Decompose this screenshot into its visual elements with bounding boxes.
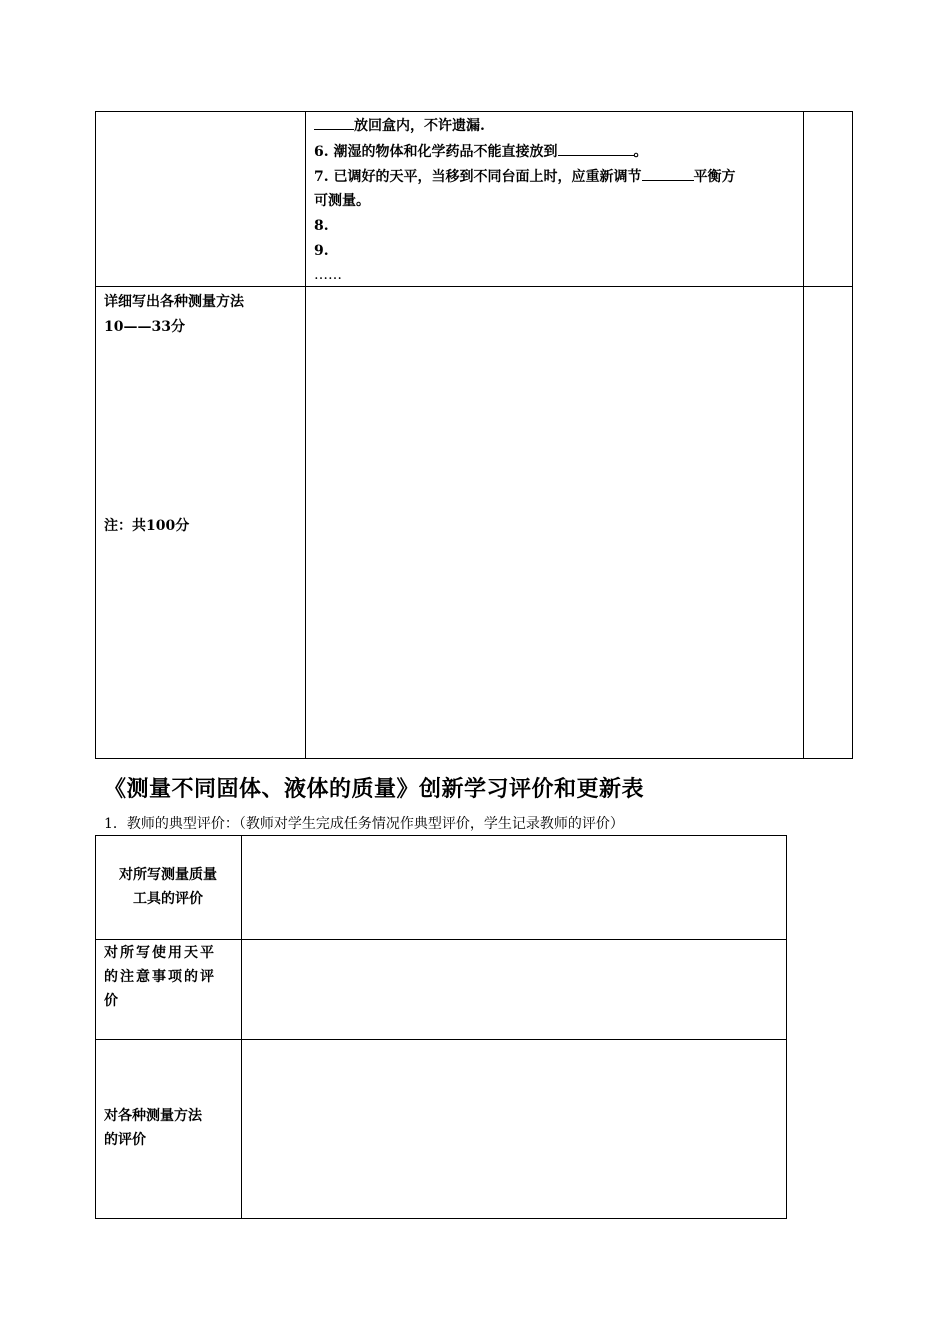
eval-answer-precautions[interactable] bbox=[242, 940, 786, 1039]
table-col-divider-2 bbox=[803, 111, 804, 759]
table-border-bottom bbox=[95, 758, 853, 759]
instruction-ellipsis: …… bbox=[314, 267, 342, 283]
table-border-left bbox=[95, 111, 96, 759]
instruction-line-6: 6. 潮湿的物体和化学药品不能直接放到 。 bbox=[314, 141, 648, 162]
instruction-line-7: 7. 已调好的天平，当移到不同台面上时，应重新调节 平衡方 bbox=[314, 166, 736, 187]
eval-table-border-right bbox=[786, 835, 787, 1219]
instruction-line-8: 8. bbox=[314, 218, 329, 234]
fill-blank[interactable] bbox=[314, 115, 354, 130]
instruction-line-7-cont: 可测量。 bbox=[314, 193, 370, 209]
instruction-line-5: 放回盒内，不许遗漏. bbox=[314, 115, 485, 136]
section-title: 《测量不同固体、液体的质量》创新学习评价和更新表 bbox=[104, 776, 645, 802]
eval-row-label-precautions: 对所写使用天平 的注意事项的评 价 bbox=[104, 945, 216, 1009]
eval-row-label-tools: 对所写测量质量 工具的评价 bbox=[119, 867, 217, 907]
table-border-top bbox=[95, 111, 853, 112]
table-col-divider-1 bbox=[305, 111, 306, 759]
fill-blank[interactable] bbox=[558, 141, 634, 156]
eval-table-border-bottom bbox=[95, 1218, 787, 1219]
table-row-divider bbox=[95, 286, 853, 287]
eval-answer-methods[interactable] bbox=[242, 1040, 786, 1218]
methods-label: 详细写出各种测量方法 bbox=[104, 294, 244, 310]
instruction-line-9: 9. bbox=[314, 243, 329, 259]
table-border-right bbox=[852, 111, 853, 759]
eval-row-label-methods: 对各种测量方法 的评价 bbox=[104, 1108, 202, 1148]
total-score-note: 注：共100分 bbox=[104, 518, 190, 534]
fill-blank[interactable] bbox=[642, 166, 694, 181]
eval-answer-tools[interactable] bbox=[242, 836, 786, 939]
methods-score-range: 10——33分 bbox=[104, 319, 185, 335]
section-subtitle: 1．教师的典型评价：（教师对学生完成任务情况作典型评价，学生记录教师的评价） bbox=[104, 816, 624, 832]
